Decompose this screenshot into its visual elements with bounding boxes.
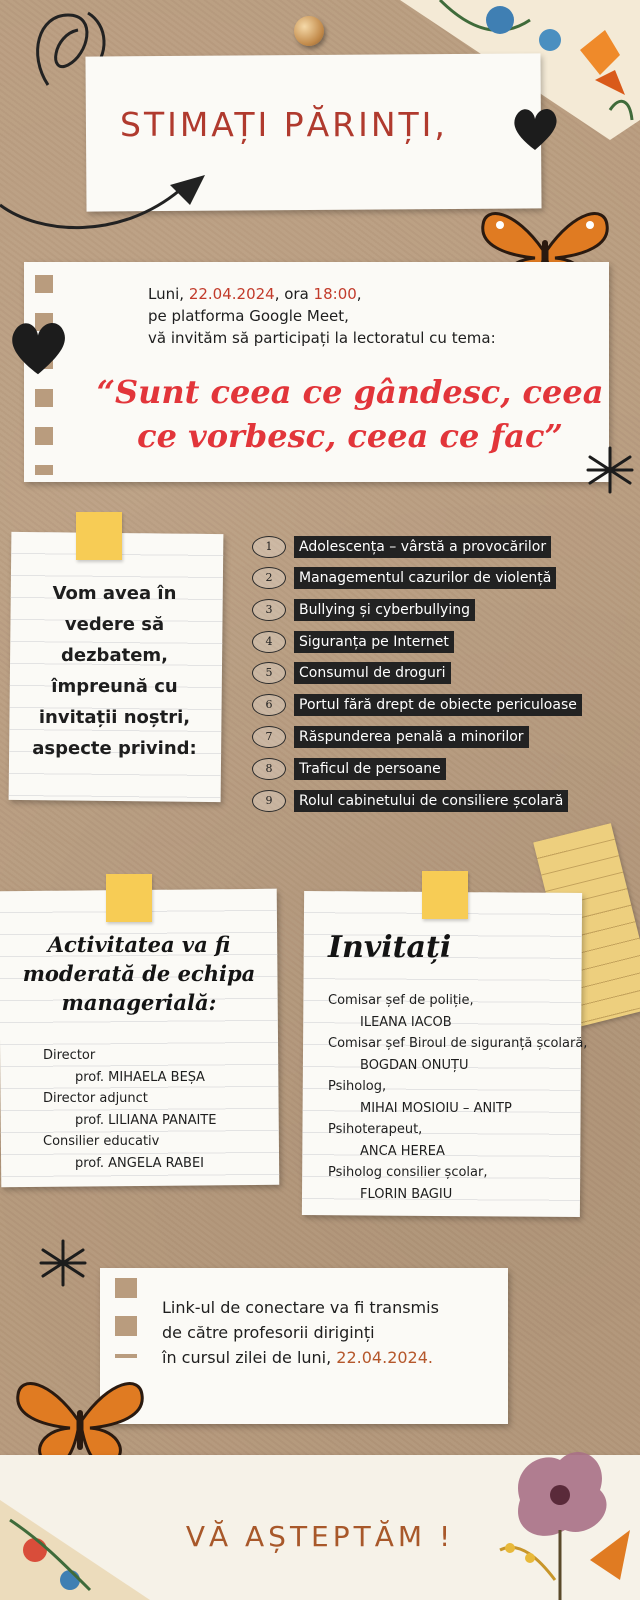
- closing-text: Link-ul de conectare va fi transmis de către profesorii diriginți în cursul zilei de luni, 22.04.2024.: [162, 1298, 439, 1367]
- moderators-title: Activitatea va fi moderată de echipa managerială:: [22, 932, 256, 1015]
- heart-icon: [510, 105, 560, 153]
- topic-label: Traficul de persoane: [294, 758, 446, 780]
- topic-number: 1: [252, 536, 286, 558]
- topic-label: Portul fără drept de obiecte periculoase: [294, 694, 582, 716]
- topic-label: Răspunderea penală a minorilor: [294, 726, 529, 748]
- topic-label: Bullying și cyberbullying: [294, 599, 475, 621]
- pushpin-icon: [294, 16, 324, 46]
- list-item: [252, 597, 475, 623]
- topic-number: 5: [252, 662, 286, 684]
- heart-icon: [6, 318, 70, 378]
- topic-number: 4: [252, 631, 286, 653]
- flower-tape-bottom-icon: [0, 1490, 150, 1600]
- event-time: 18:00: [313, 285, 357, 303]
- list-item: [252, 565, 556, 591]
- sticky-note: [106, 874, 152, 922]
- topic-label: Rolul cabinetului de consiliere școlară: [294, 790, 568, 812]
- list-item: [252, 756, 446, 782]
- guests-title: Invitați: [328, 930, 452, 965]
- list-item: [252, 534, 551, 560]
- flower-bouquet-icon: [480, 1430, 640, 1600]
- asterisk-doodle-icon: [585, 445, 635, 495]
- topic-number: 3: [252, 599, 286, 621]
- topic-label: Adolescența – vârstă a provocărilor: [294, 536, 551, 558]
- footer-title: VĂ AȘTEPTĂM !: [185, 1520, 455, 1553]
- list-item: [252, 692, 582, 718]
- topic-number: 6: [252, 694, 286, 716]
- topic-number: 7: [252, 726, 286, 748]
- topic-label: Consumul de droguri: [294, 662, 451, 684]
- list-item: [252, 788, 568, 814]
- asterisk-doodle-icon: [38, 1238, 88, 1288]
- list-item: [252, 724, 529, 750]
- arrow-doodle-icon: [0, 165, 220, 240]
- closing-date: 22.04.2024.: [336, 1348, 433, 1367]
- moderators-list: Director prof. MIHAELA BEȘA Director adjunct prof. LILIANA PANAITE Consilier educativ prof. ANGELA RABEI: [43, 1048, 217, 1171]
- topics-intro-text: Vom avea în vedere să dezbatem, împreună cu invitații noștri, aspecte privind:: [32, 583, 197, 759]
- topic-label: Managementul cazurilor de violență: [294, 567, 556, 589]
- lecture-theme: “Sunt ceea ce gândesc, ceea ce vorbesc, ceea ce fac”: [96, 373, 604, 455]
- sticky-note: [422, 871, 468, 919]
- announcement-text: Luni, 22.04.2024, ora 18:00, pe platforma Google Meet, vă invităm să participați la lectoratul cu tema:: [148, 285, 496, 347]
- page-title: STIMAȚI PĂRINȚI,: [120, 105, 448, 144]
- topic-number: 9: [252, 790, 286, 812]
- guests-list: Comisar șef de poliție, ILEANA IACOB Comisar șef Biroul de siguranță școlară, BOGDAN ONUȚU Psiholog, MIHAI MOSIOIU – ANITP Psihoterapeut, ANCA HEREA Psiholog consilier școlar, FLORIN BAGIU: [328, 993, 588, 1202]
- topic-label: Siguranța pe Internet: [294, 631, 454, 653]
- topic-number: 2: [252, 567, 286, 589]
- list-item: [252, 629, 454, 655]
- sticky-note: [76, 512, 122, 560]
- topic-number: 8: [252, 758, 286, 780]
- notebook-holes: [115, 1278, 137, 1358]
- list-item: [252, 660, 451, 686]
- event-date: 22.04.2024: [188, 285, 275, 303]
